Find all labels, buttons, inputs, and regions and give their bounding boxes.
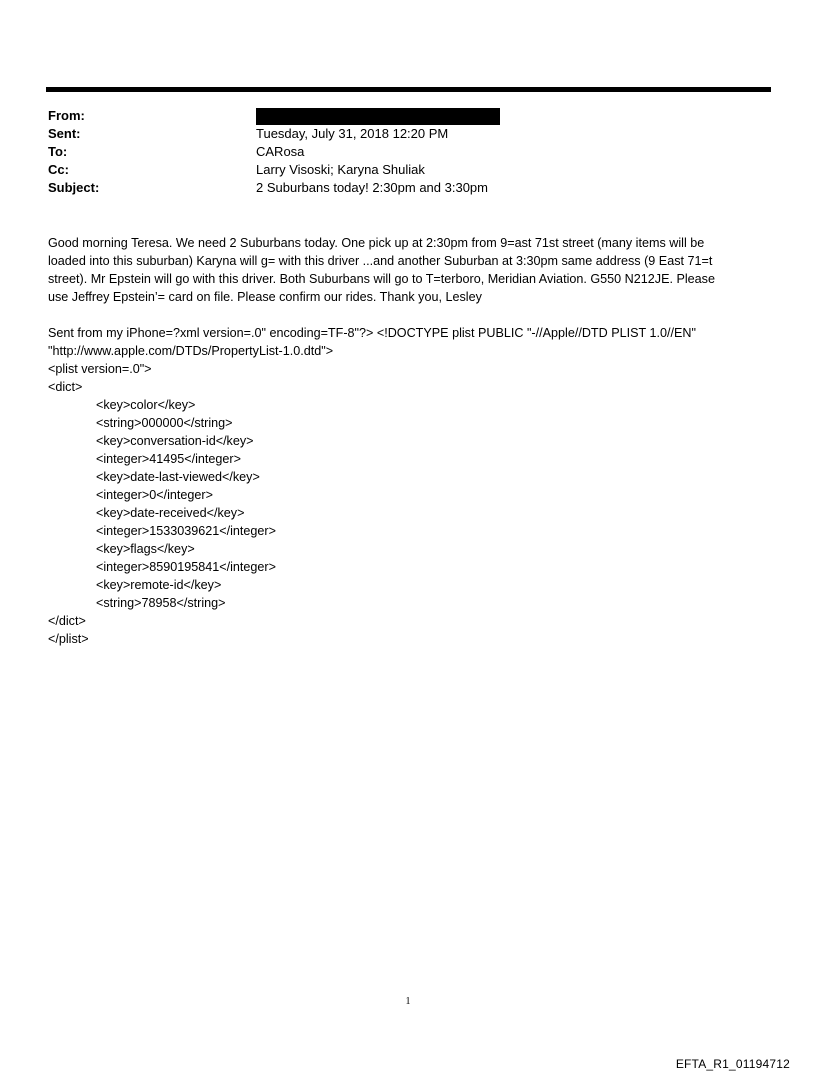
subject-label: Subject: — [48, 180, 100, 195]
from-row — [48, 107, 768, 125]
message-line: street). Mr Epstein will go with this driver. Both Suburbans will go to T=terboro, Meridian Aviation. G550 N212JE. Please — [48, 272, 715, 286]
header-rule — [46, 87, 771, 92]
subject-value: 2 Suburbans today! 2:30pm and 3:30pm — [256, 180, 488, 195]
sent-row — [48, 125, 768, 143]
message-paragraph — [48, 234, 770, 306]
plist-entry: <key>conversation-id</key> — [96, 434, 254, 448]
email-body — [48, 234, 770, 648]
to-row — [48, 143, 768, 161]
message-line: loaded into this suburban) Karyna will g= with this driver ...and another Suburban at 3:30pm same address (9 East 71=t — [48, 254, 713, 268]
plist-entry: <key>remote-id</key> — [96, 578, 222, 592]
plist-entry: <integer>1533039621</integer> — [96, 524, 276, 538]
plist-entry: <integer>0</integer> — [96, 488, 213, 502]
document-id: EFTA_R1_01194712 — [675, 1057, 790, 1071]
cc-label: Cc: — [48, 162, 69, 177]
plist-line: </plist> — [48, 632, 89, 646]
subject-row — [48, 179, 768, 197]
plist-entry: <string>000000</string> — [96, 416, 233, 430]
message-line: Good morning Teresa. We need 2 Suburbans today. One pick up at 2:30pm from 9=ast 71st street (many items will be — [48, 236, 705, 250]
plist-line: </dict> — [48, 614, 86, 628]
paragraph-spacer — [48, 306, 770, 324]
plist-entry: <key>date-last-viewed</key> — [96, 470, 260, 484]
plist-entry: <key>flags</key> — [96, 542, 195, 556]
from-label: From: — [48, 108, 85, 123]
plist-line: "http://www.apple.com/DTDs/PropertyList-1.0.dtd"> — [48, 344, 334, 358]
to-value: CARosa — [256, 144, 305, 159]
from-redaction — [256, 108, 500, 125]
sent-value: Tuesday, July 31, 2018 12:20 PM — [256, 126, 449, 141]
page-number: 1 — [405, 996, 411, 1007]
cc-value: Larry Visoski; Karyna Shuliak — [256, 162, 425, 177]
message-line: use Jeffrey Epstein’= card on file. Please confirm our rides. Thank you, Lesley — [48, 290, 482, 304]
plist-line: <dict> — [48, 380, 83, 394]
plist-line: <plist version=.0"> — [48, 362, 152, 376]
sent-label: Sent: — [48, 126, 81, 141]
to-label: To: — [48, 144, 68, 159]
email-header — [48, 107, 768, 197]
plist-entry: <key>date-received</key> — [96, 506, 245, 520]
plist-entry: <string>78958</string> — [96, 596, 226, 610]
cc-row — [48, 161, 768, 179]
plist-entry: <integer>8590195841</integer> — [96, 560, 276, 574]
plist-block — [48, 324, 770, 648]
plist-entry: <integer>41495</integer> — [96, 452, 241, 466]
plist-entry: <key>color</key> — [96, 398, 196, 412]
plist-line: Sent from my iPhone=?xml version=.0" encoding=TF-8"?> <!DOCTYPE plist PUBLIC "-//Apple//DTD PLIST 1.0//EN" — [48, 326, 696, 340]
